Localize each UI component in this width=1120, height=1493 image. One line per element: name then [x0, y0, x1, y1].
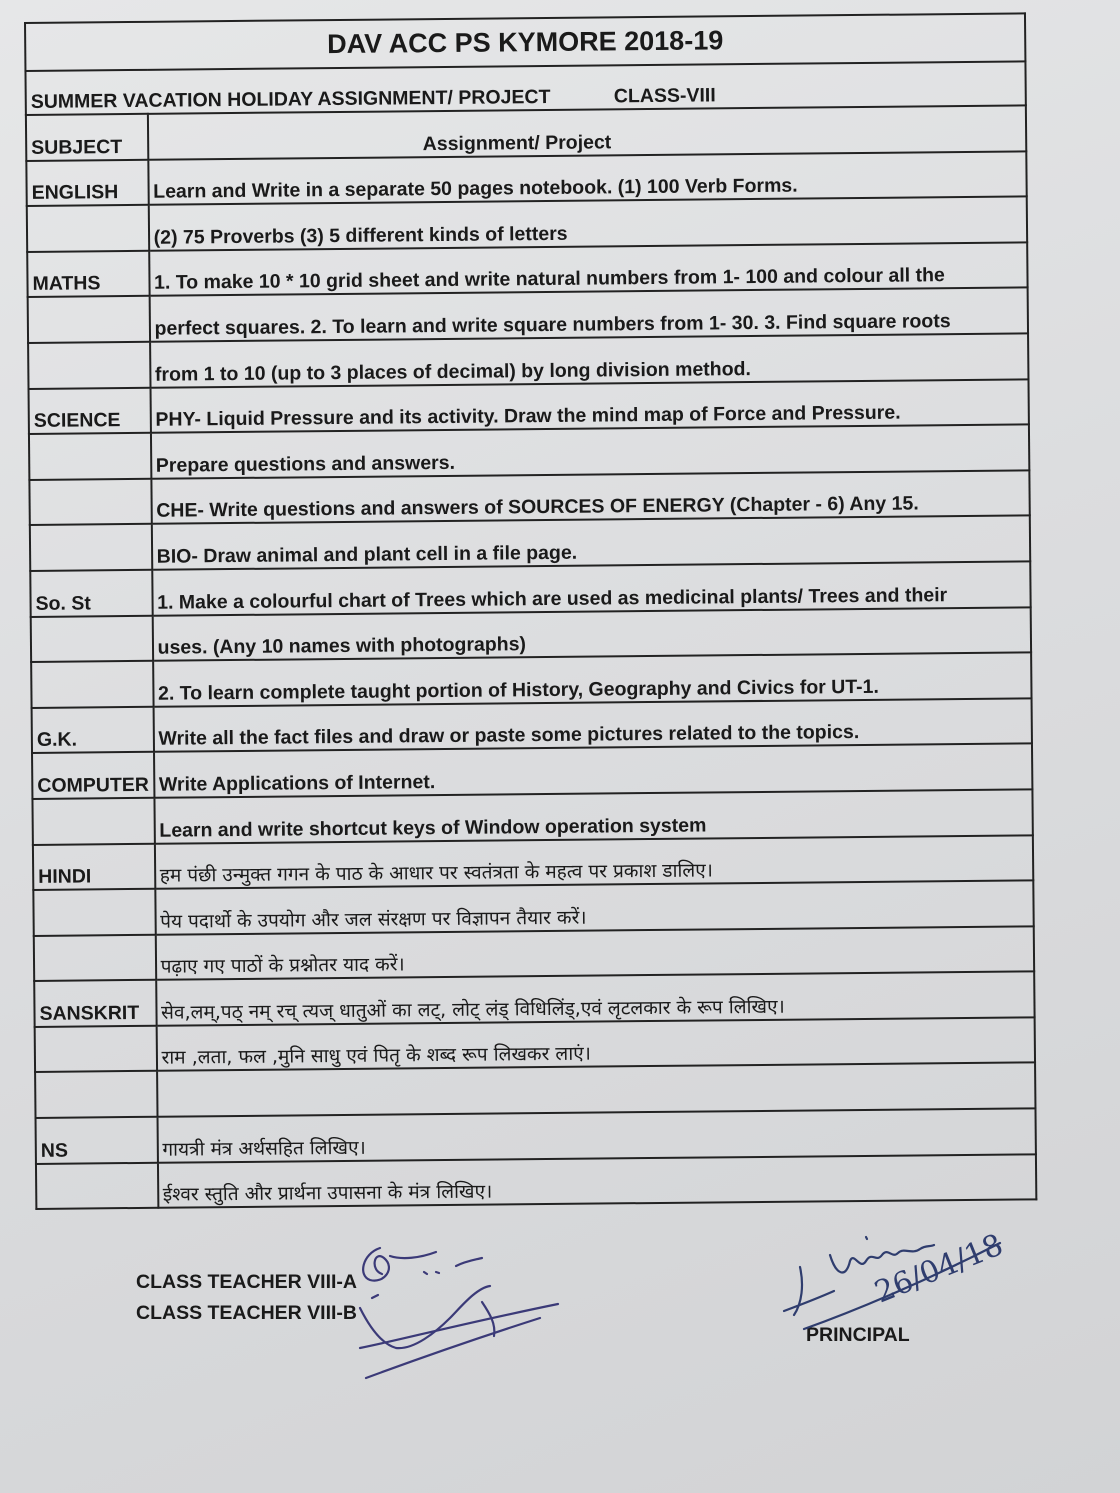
- class-label: CLASS-VIII: [613, 84, 716, 108]
- assignment-cell: 2. To learn complete taught portion of History, Geography and Civics for UT-1.: [153, 652, 1032, 706]
- subject-cell: SCIENCE: [29, 387, 151, 434]
- class-teacher-a-label: CLASS TEACHER VIII-A: [136, 1271, 358, 1293]
- subject-cell: ENGLISH: [26, 159, 148, 206]
- subject-cell: [28, 296, 150, 343]
- assignment-cell: गायत्री मंत्र अर्थसहित लिखिए।: [157, 1108, 1036, 1162]
- subject-cell: NS: [36, 1117, 158, 1164]
- assignment-cell: uses. (Any 10 names with photographs): [152, 607, 1031, 661]
- assignment-cell: हम पंछी उन्मुक्त गगन के पाठ के आधार पर स्वतंत्रता के महत्व पर प्रकाश डालिए।: [154, 835, 1033, 889]
- assignment-cell: BIO- Draw animal and plant cell in a file page.: [151, 516, 1030, 570]
- principal-signature-date: 26/04/18: [869, 1227, 1008, 1311]
- assignment-cell: CHE- Write questions and answers of SOURCES OF ENERGY (Chapter - 6) Any 15.: [151, 470, 1030, 524]
- principal-label: PRINCIPAL: [806, 1324, 910, 1346]
- subject-cell: [31, 661, 153, 708]
- assignment-title: SUMMER VACATION HOLIDAY ASSIGNMENT/ PROJECT: [30, 85, 551, 113]
- table-row: [36, 1154, 1036, 1209]
- assignment-cell: 1. To make 10 * 10 grid sheet and write natural numbers from 1- 100 and colour all the: [149, 242, 1028, 296]
- subject-cell: [33, 889, 155, 936]
- principal-signature: [780, 1225, 1020, 1345]
- assignment-cell: पेय पदार्थो के उपयोग और जल संरक्षण पर विज्ञापन तैयार करें।: [155, 880, 1034, 934]
- assignment-cell: perfect squares. 2. To learn and write square numbers from 1- 30. 3. Find square roots: [149, 288, 1028, 342]
- assignment-cell: Learn and write shortcut keys of Window operation system: [154, 789, 1033, 843]
- subject-cell: HINDI: [33, 843, 155, 890]
- assignment-table: [24, 12, 1037, 1210]
- subject-cell: [35, 1026, 157, 1073]
- subject-cell: [36, 1162, 158, 1209]
- assignment-cell: ईश्वर स्तुति और प्रार्थना उपासना के मंत्र लिखिए।: [158, 1154, 1037, 1208]
- subject-cell: MATHS: [27, 251, 149, 298]
- assignment-cell: 1. Make a colourful chart of Trees which are used as medicinal plants/ Trees and their: [152, 561, 1031, 615]
- subject-cell: [29, 433, 151, 480]
- assignment-cell: Prepare questions and answers.: [151, 425, 1030, 479]
- subject-cell: [35, 1071, 157, 1118]
- subject-cell: COMPUTER: [32, 752, 154, 799]
- subject-cell: [28, 342, 150, 389]
- subject-cell: G.K.: [32, 707, 154, 754]
- class-teacher-b-label: CLASS TEACHER VIII-B: [136, 1302, 358, 1324]
- assignment-cell: Write all the fact files and draw or paste some pictures related to the topics.: [153, 698, 1032, 752]
- assignment-cell: (2) 75 Proverbs (3) 5 different kinds of letters: [148, 197, 1027, 251]
- assignment-cell: PHY- Liquid Pressure and its activity. Draw the mind map of Force and Pressure.: [150, 379, 1029, 433]
- column-header-assignment: Assignment/ Project: [422, 130, 612, 155]
- subject-cell: So. St: [30, 570, 152, 617]
- assignment-cell: Write Applications of Internet.: [154, 744, 1033, 798]
- subject-cell: [32, 798, 154, 845]
- assignment-cell: पढ़ाए गए पाठों के प्रश्नोतर याद करें।: [155, 926, 1034, 980]
- subject-cell: [27, 205, 149, 252]
- subject-cell: SANSKRIT: [34, 980, 156, 1027]
- assignment-cell: from 1 to 10 (up to 3 places of decimal) by long division method.: [150, 333, 1029, 387]
- assignment-cell: Learn and Write in a separate 50 pages notebook. (1) 100 Verb Forms.: [148, 151, 1027, 205]
- assignment-sheet: [24, 12, 1043, 1210]
- subject-cell: [30, 524, 152, 571]
- subject-cell: [29, 479, 151, 526]
- subject-cell: [31, 615, 153, 662]
- class-teacher-signature: [340, 1228, 580, 1388]
- assignment-cell: राम ,लता, फल ,मुनि साधु एवं पितृ के शब्द रूप लिखकर लाएं।: [156, 1017, 1035, 1071]
- school-title: DAV ACC PS KYMORE 2018-19: [25, 13, 1025, 71]
- subject-cell: [34, 934, 156, 981]
- column-header-subject: SUBJECT: [26, 114, 148, 161]
- assignment-cell: सेव,लम्,पठ् नम् रच् त्यज् धातुओं का लट्, लोट् लंड् विधिलिंड्,एवं लृटलकार के रूप लिखिए।: [156, 972, 1035, 1026]
